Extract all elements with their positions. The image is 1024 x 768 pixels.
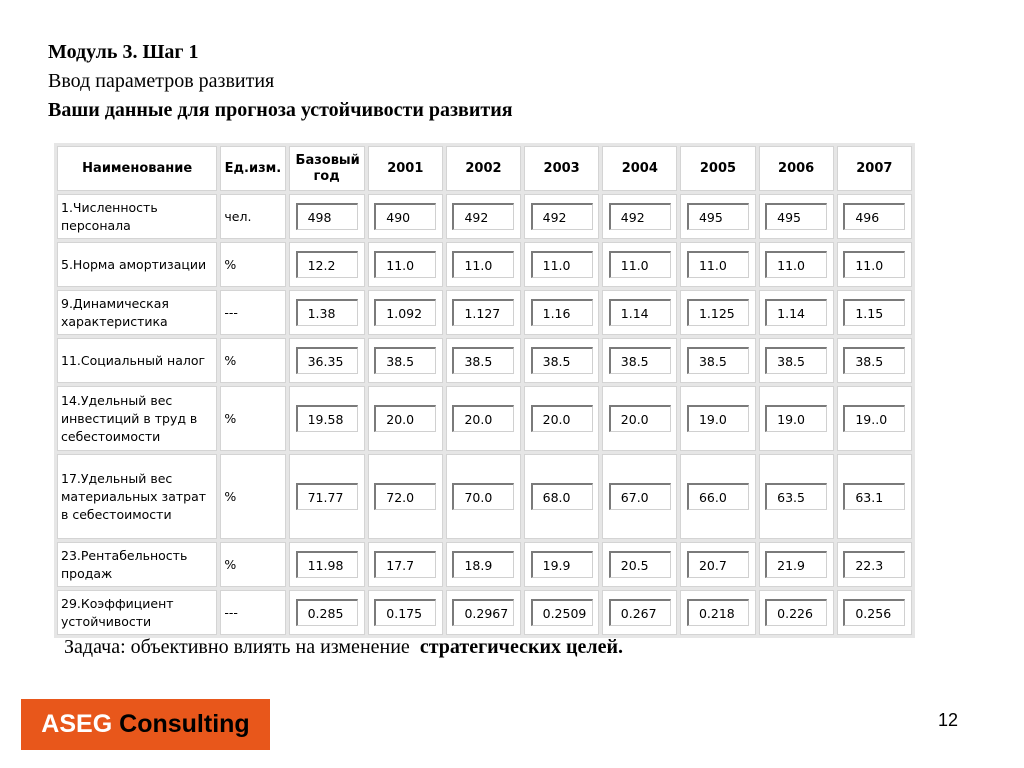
column-header: 2003 [524,146,599,191]
base-year-value-input[interactable] [296,203,358,230]
value-cell [837,454,912,539]
logo-word-aseg: ASEG [41,710,113,738]
year-value-input[interactable] [765,483,827,510]
value-cell [759,242,834,287]
base-year-value-input[interactable] [296,483,358,510]
value-cell [680,454,755,539]
year-value-input[interactable] [452,347,514,374]
value-cell [446,242,521,287]
year-value-input[interactable] [374,203,436,230]
year-value-input[interactable] [843,251,905,278]
value-cell [446,290,521,335]
section-heading: Ваши данные для прогноза устойчивости развития [48,99,513,121]
value-cell [759,338,834,383]
value-cell [680,242,755,287]
year-value-input[interactable] [531,405,593,432]
year-value-input[interactable] [843,405,905,432]
table-row [57,590,912,635]
year-value-input[interactable] [765,251,827,278]
year-value-input[interactable] [452,299,514,326]
value-cell [289,194,365,239]
unit-cell: % [220,338,285,383]
value-cell [289,454,365,539]
logo-word-consulting: Consulting [119,710,250,738]
base-year-value-input[interactable] [296,347,358,374]
table-row [57,542,912,587]
task-prefix: Задача: объективно влиять на изменение [64,636,410,658]
year-value-input[interactable] [687,299,749,326]
value-cell [602,590,677,635]
year-value-input[interactable] [687,483,749,510]
value-cell [368,542,443,587]
value-cell [680,194,755,239]
year-value-input[interactable] [374,251,436,278]
year-value-input[interactable] [765,551,827,578]
base-year-value-input[interactable] [296,405,358,432]
value-cell [602,386,677,451]
parameters-table [54,143,915,638]
value-cell [524,242,599,287]
year-value-input[interactable] [687,251,749,278]
year-value-input[interactable] [765,347,827,374]
table-row [57,454,912,539]
parameter-name: 1.Численность персонала [57,194,217,239]
year-value-input[interactable] [843,483,905,510]
task-statement [64,636,623,659]
unit-cell: чел. [220,194,285,239]
value-cell [524,338,599,383]
value-cell [368,242,443,287]
value-cell [759,386,834,451]
value-cell [524,590,599,635]
value-cell [680,590,755,635]
value-cell [289,386,365,451]
value-cell [680,542,755,587]
value-cell [837,542,912,587]
unit-cell: --- [220,290,285,335]
value-cell [446,338,521,383]
year-value-input[interactable] [609,347,671,374]
value-cell [680,338,755,383]
value-cell [289,242,365,287]
year-value-input[interactable] [531,203,593,230]
column-header: 2004 [602,146,677,191]
value-cell [368,454,443,539]
value-cell [602,194,677,239]
table-row [57,242,912,287]
column-header: 2005 [680,146,755,191]
table-row [57,290,912,335]
value-cell [446,386,521,451]
year-value-input[interactable] [609,299,671,326]
year-value-input[interactable] [374,299,436,326]
year-value-input[interactable] [609,203,671,230]
column-header: 2007 [837,146,912,191]
value-cell [680,386,755,451]
year-value-input[interactable] [843,203,905,230]
year-value-input[interactable] [609,405,671,432]
value-cell [289,290,365,335]
year-value-input[interactable] [531,483,593,510]
task-emphasis: стратегических целей. [419,636,624,658]
value-cell [446,542,521,587]
value-cell [837,386,912,451]
base-year-value-input[interactable] [296,299,358,326]
value-cell [368,338,443,383]
value-cell [368,386,443,451]
value-cell [368,590,443,635]
year-value-input[interactable] [609,599,671,626]
parameter-name: 5.Норма амортизации [57,242,217,287]
value-cell [289,542,365,587]
aseg-consulting-logo [21,699,270,750]
unit-cell: % [220,542,285,587]
year-value-input[interactable] [687,347,749,374]
table-row [57,338,912,383]
year-value-input[interactable] [452,203,514,230]
column-header: 2006 [759,146,834,191]
value-cell [289,338,365,383]
column-header: Ед.изм. [220,146,285,191]
year-value-input[interactable] [531,599,593,626]
value-cell [759,454,834,539]
value-cell [759,194,834,239]
value-cell [446,194,521,239]
column-header: Базовый год [289,146,365,191]
value-cell [524,454,599,539]
unit-cell: --- [220,590,285,635]
value-cell [602,338,677,383]
value-cell [759,590,834,635]
year-value-input[interactable] [609,551,671,578]
parameter-name: 9.Динамическая характеристика [57,290,217,335]
unit-cell: % [220,386,285,451]
value-cell [837,290,912,335]
value-cell [837,338,912,383]
value-cell [602,454,677,539]
value-cell [759,290,834,335]
year-value-input[interactable] [374,483,436,510]
value-cell [446,590,521,635]
year-value-input[interactable] [687,551,749,578]
base-year-value-input[interactable] [296,599,358,626]
year-value-input[interactable] [374,405,436,432]
year-value-input[interactable] [687,405,749,432]
year-value-input[interactable] [765,203,827,230]
value-cell [524,542,599,587]
year-value-input[interactable] [452,551,514,578]
year-value-input[interactable] [374,599,436,626]
parameter-name: 23.Рентабельность продаж [57,542,217,587]
column-header: Наименование [57,146,217,191]
parameter-name: 17.Удельный вес материальных затрат в себестоимости [57,454,217,539]
slide-header [48,38,513,125]
value-cell [289,590,365,635]
module-title: Модуль 3. Шаг 1 [48,41,199,63]
value-cell [680,290,755,335]
unit-cell: % [220,242,285,287]
year-value-input[interactable] [452,599,514,626]
step-subtitle: Ввод параметров развития [48,70,275,92]
value-cell [837,242,912,287]
year-value-input[interactable] [609,483,671,510]
year-value-input[interactable] [531,347,593,374]
base-year-value-input[interactable] [296,551,358,578]
year-value-input[interactable] [452,483,514,510]
parameter-name: 29.Коэффициент устойчивости [57,590,217,635]
value-cell [368,194,443,239]
year-value-input[interactable] [765,405,827,432]
year-value-input[interactable] [765,299,827,326]
value-cell [602,542,677,587]
year-value-input[interactable] [843,347,905,374]
value-cell [446,454,521,539]
year-value-input[interactable] [531,299,593,326]
value-cell [602,290,677,335]
table-row [57,386,912,451]
year-value-input[interactable] [531,251,593,278]
year-value-input[interactable] [843,599,905,626]
column-header: 2002 [446,146,521,191]
table-row [57,194,912,239]
base-year-value-input[interactable] [296,251,358,278]
page-number: 12 [938,710,959,730]
year-value-input[interactable] [843,551,905,578]
year-value-input[interactable] [374,551,436,578]
year-value-input[interactable] [609,251,671,278]
year-value-input[interactable] [452,405,514,432]
value-cell [602,242,677,287]
year-value-input[interactable] [531,551,593,578]
value-cell [524,290,599,335]
unit-cell: % [220,454,285,539]
value-cell [368,290,443,335]
year-value-input[interactable] [452,251,514,278]
value-cell [759,542,834,587]
parameter-name: 14.Удельный вес инвестиций в труд в себестоимости [57,386,217,451]
parameters-table-container [54,143,915,629]
value-cell [524,194,599,239]
parameter-name: 11.Социальный налог [57,338,217,383]
year-value-input[interactable] [843,299,905,326]
year-value-input[interactable] [765,599,827,626]
year-value-input[interactable] [687,599,749,626]
table-header-row [57,146,912,191]
value-cell [837,194,912,239]
value-cell [837,590,912,635]
value-cell [524,386,599,451]
column-header: 2001 [368,146,443,191]
year-value-input[interactable] [687,203,749,230]
year-value-input[interactable] [374,347,436,374]
